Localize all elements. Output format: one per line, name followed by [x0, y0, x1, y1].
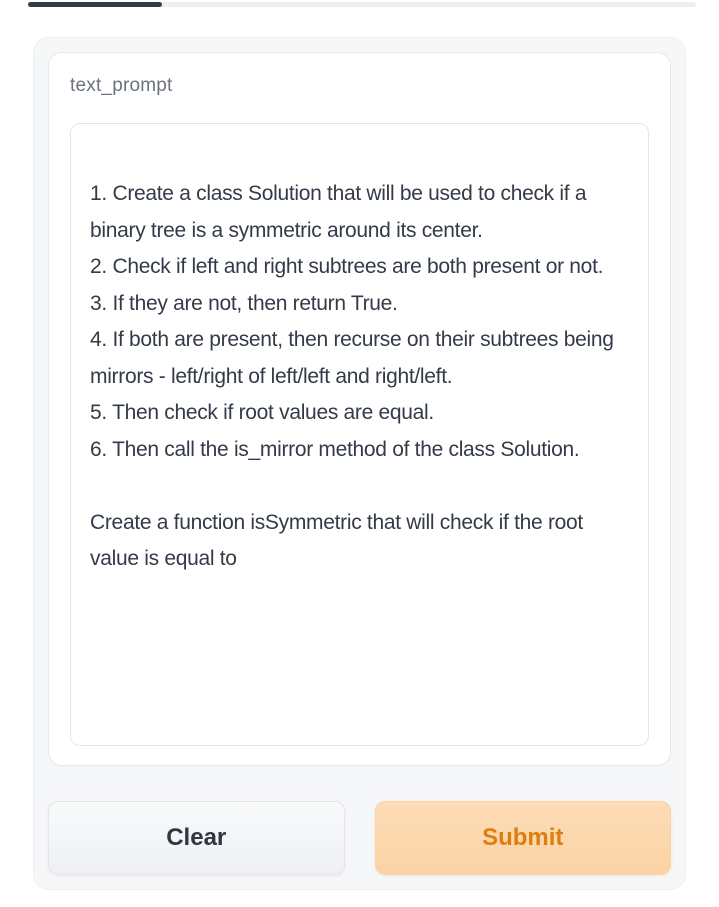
action-button-row	[48, 801, 671, 875]
progress-fill	[28, 2, 162, 7]
text-prompt-label: text_prompt	[70, 75, 173, 96]
submit-button[interactable]: Submit	[375, 801, 672, 875]
text-prompt-textarea[interactable]	[70, 123, 649, 746]
main-card	[33, 37, 686, 890]
clear-button[interactable]: Clear	[48, 801, 345, 875]
text-prompt-block	[48, 52, 671, 766]
progress-bar	[28, 2, 696, 7]
